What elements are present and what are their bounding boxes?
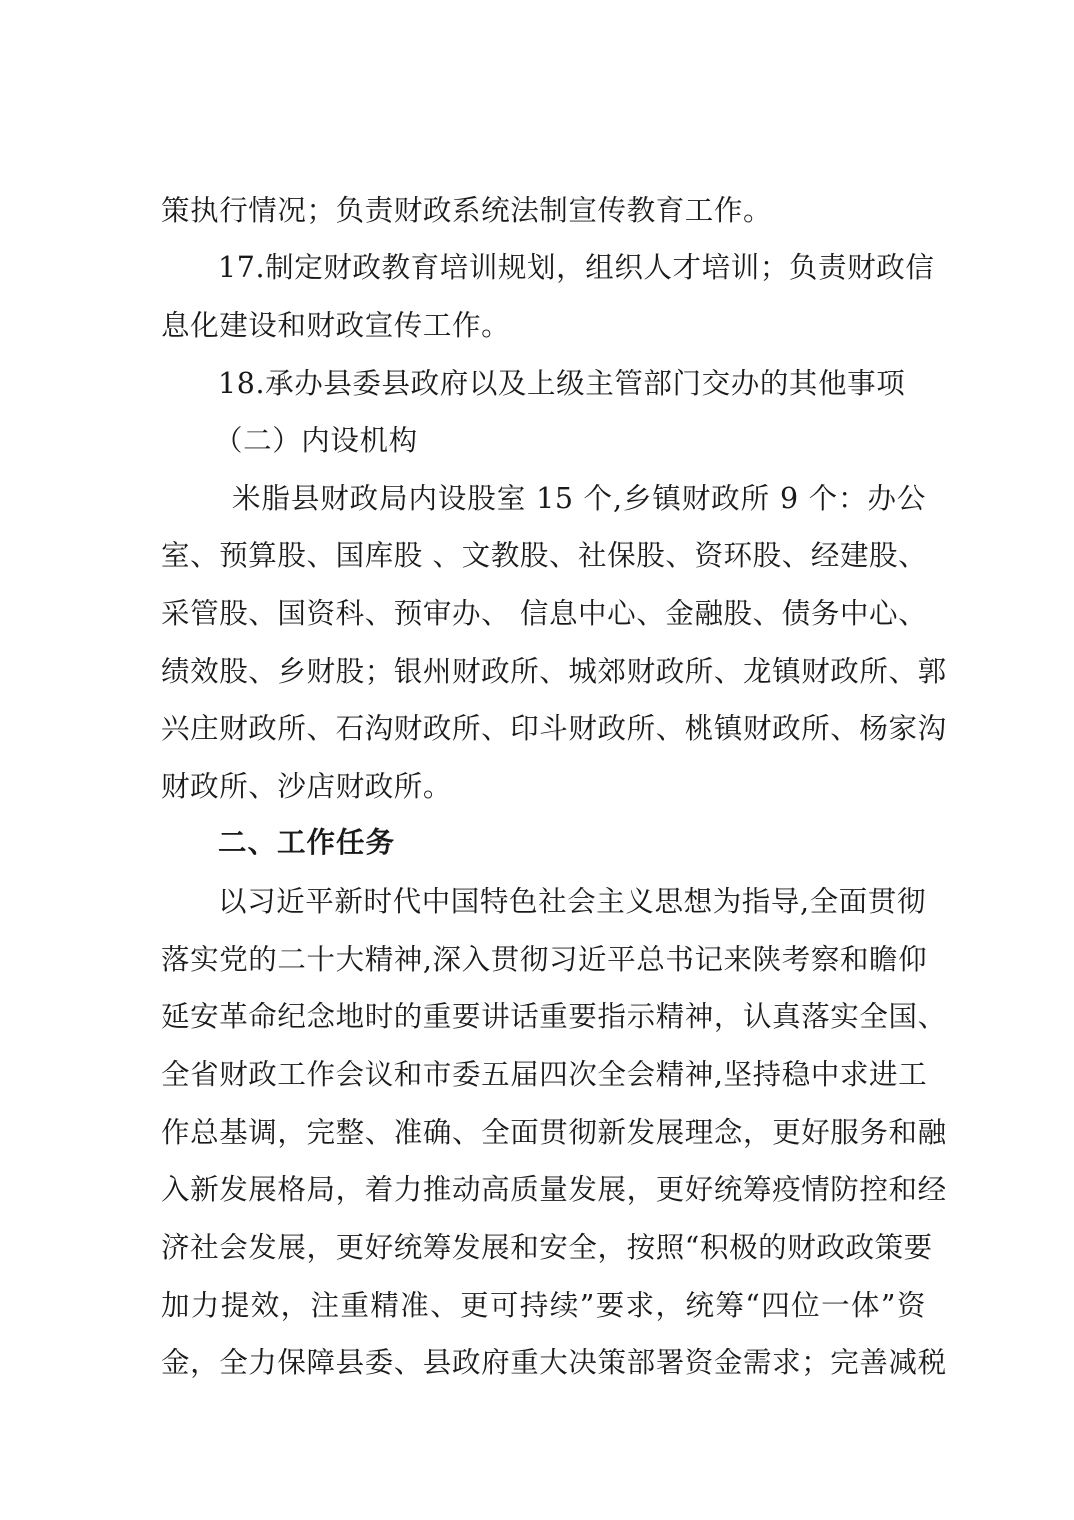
text-line: 米脂县财政局内设股室 15 个,乡镇财政所 9 个：办公 xyxy=(232,482,926,515)
text-line: 金，全力保障县委、县政府重大决策部署资金需求；完善减税 xyxy=(161,1346,947,1379)
text-line: 作总基调，完整、准确、全面贯彻新发展理念，更好服务和融 xyxy=(161,1116,947,1149)
text-line: 入新发展格局，着力推动高质量发展，更好统筹疫情防控和经 xyxy=(161,1173,947,1206)
text-line: 室、预算股、国库股 、文教股、社保股、资环股、经建股、 xyxy=(161,539,928,572)
text-line: 落实党的二十大精神,深入贯彻习近平总书记来陕考察和瞻仰 xyxy=(161,943,928,976)
text-line: 17.制定财政教育培训规划，组织人才培训；负责财政信 xyxy=(218,251,935,284)
text-line: 策执行情况；负责财政系统法制宣传教育工作。 xyxy=(161,194,773,227)
text-line: 绩效股、乡财股；银州财政所、城郊财政所、龙镇财政所、郭 xyxy=(161,655,947,688)
text-line: 加力提效，注重精准、更可持续”要求，统筹“四位一体”资 xyxy=(161,1289,926,1322)
text-line: 济社会发展，更好统筹发展和安全，按照“积极的财政政策要 xyxy=(161,1231,933,1264)
text-line: 18.承办县委县政府以及上级主管部门交办的其他事项 xyxy=(218,367,906,400)
text-line: 财政所、沙店财政所。 xyxy=(161,770,453,803)
text-line: 以习近平新时代中国特色社会主义思想为指导,全面贯彻 xyxy=(218,885,927,918)
text-line: 延安革命纪念地时的重要讲话重要指示精神，认真落实全国、 xyxy=(161,1000,947,1033)
text-line: 息化建设和财政宣传工作。 xyxy=(161,309,511,342)
section-subheading: （二）内设机构 xyxy=(214,424,418,457)
text-line: 采管股、国资科、预审办、 信息中心、金融股、债务中心、 xyxy=(161,597,928,630)
section-heading: 二、工作任务 xyxy=(218,826,396,859)
text-line: 兴庄财政所、石沟财政所、印斗财政所、桃镇财政所、杨家沟 xyxy=(161,712,947,745)
text-line: 全省财政工作会议和市委五届四次全会精神,坚持稳中求进工 xyxy=(161,1058,928,1091)
